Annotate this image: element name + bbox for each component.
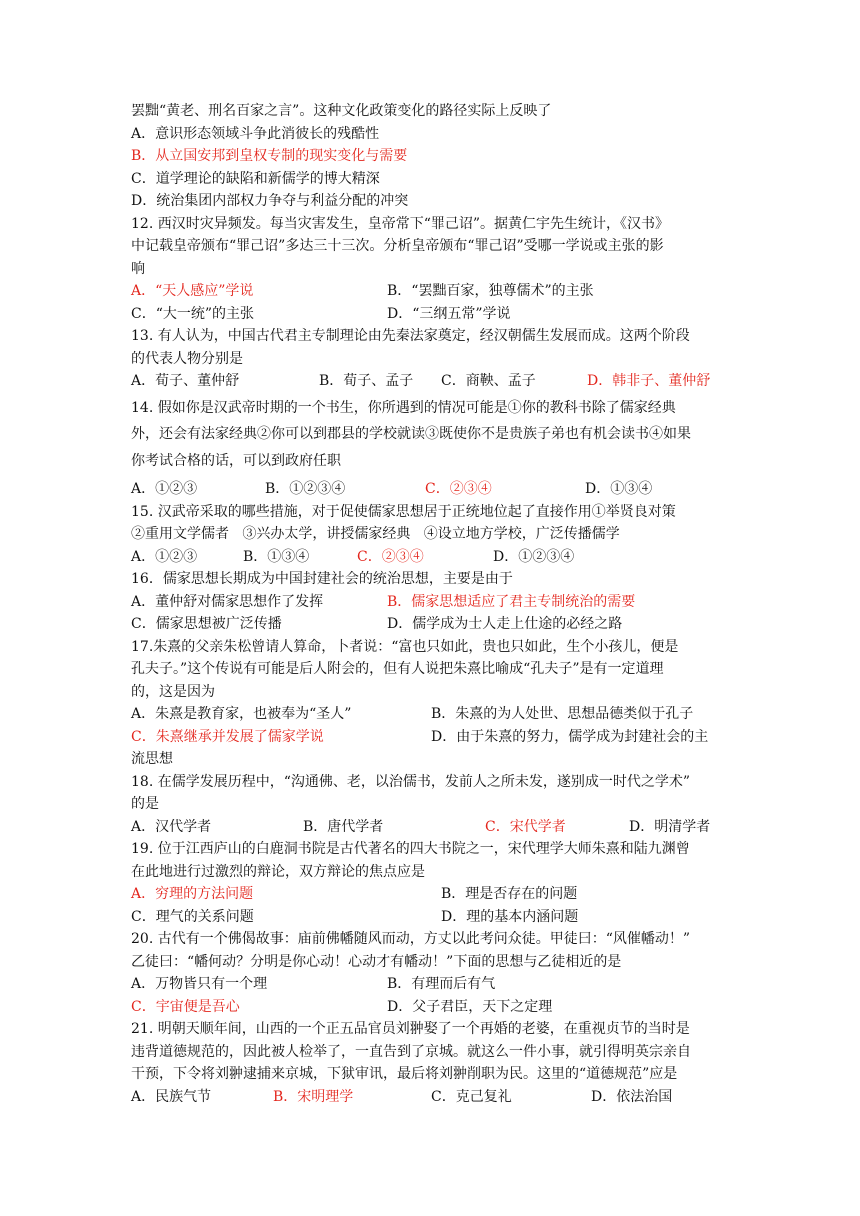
q14-option-b: B．①②③④ — [265, 481, 346, 497]
q13-stem-line1: 13. 有人认为，中国古代君主专制理论由先秦法家奠定，经汉朝儒生发展而成。这两个阶段 — [131, 328, 690, 344]
q19-option-d: D．理的基本内涵问题 — [441, 908, 579, 925]
q12-stem-line2: 中记载皇帝颁布“罪己诏”多达三十三次。分析皇帝颁布“罪己诏”受哪一学说或主张的影 — [131, 238, 664, 254]
q17-option-b: B．朱熹的为人处世、思想品德类似于孔子 — [431, 706, 694, 722]
q21-options-row — [131, 1086, 731, 1109]
q20-option-d: D．父子君臣，天下之定理 — [387, 998, 553, 1015]
q14-stem-line2: 外，还会有法家经典②你可以到郡县的学校就读③既使你不是贵族子弟也有机会读书④如果 — [131, 426, 691, 442]
q15-stem-line1: 15. 汉武帝采取的哪些措施，对于促使儒家思想居于正统地位起了直接作用①举贤良对策 — [131, 503, 676, 520]
q13-option-d-answer: D．韩非子、董仲舒 — [587, 373, 711, 389]
q12-options-row2 — [131, 303, 731, 326]
q13-option-a: A．荀子、董仲舒 — [131, 373, 240, 389]
q18-option-c-answer: C．宋代学者 — [485, 818, 566, 835]
q18-options-row — [131, 816, 731, 839]
q12-option-b: B．“罢黜百家，独尊儒术”的主张 — [387, 283, 594, 299]
q16-options-row1 — [131, 591, 731, 614]
q15-stem-line2: ②重用文学儒者 ③兴办太学，讲授儒家经典 ④设立地方学校，广泛传播儒学 — [131, 526, 620, 542]
q17-stem-line3: 的，这是因为 — [131, 683, 215, 700]
q19-stem-line1: 19. 位于江西庐山的白鹿洞书院是古代著名的四大书院之一，宋代理学大师朱熹和陆九渊曾 — [131, 841, 690, 857]
q13-option-c: C．商鞅、孟子 — [441, 373, 536, 389]
q19-option-c: C．理气的关系问题 — [131, 908, 254, 925]
q15-option-a: A．①②③ — [131, 548, 198, 565]
q17-stem-line1: 17.朱熹的父亲朱松曾请人算命，卜者说：“富也只如此，贵也只如此，生个小孩儿，便是 — [131, 638, 679, 655]
q16-options-row2 — [131, 613, 731, 636]
q19-options-row1 — [131, 883, 731, 906]
q14-option-c-answer: C．②③④ — [425, 481, 492, 497]
q17-options-row1 — [131, 703, 731, 726]
q18-option-a: A．汉代学者 — [131, 818, 212, 835]
q21-stem-line3: 干预，下令将刘翀逮捕来京城，下狱审讯，最后将刘翀削职为民。这里的“道德规范”应是 — [131, 1066, 678, 1082]
exam-page — [131, 100, 731, 1108]
q12-option-c: C．“大一统”的主张 — [131, 305, 255, 322]
q12-options-row1 — [131, 280, 731, 303]
q17-option-d-line1: D．由于朱熹的努力，儒学成为封建社会的主 — [431, 728, 709, 745]
q18-option-b: B．唐代学者 — [303, 818, 384, 835]
q16-stem: 16．儒家思想长期成为中国封建社会的统治思想，主要是由于 — [131, 571, 513, 587]
q16-option-c: C．儒家思想被广泛传播 — [131, 616, 282, 632]
q20-stem-line1: 20. 古代有一个佛偈故事：庙前佛幡随风而动，方丈以此考问众徒。甲徒曰：“风催幡动！” — [131, 931, 691, 947]
q15-options-row — [131, 546, 731, 569]
q15-option-d: D．①②③④ — [493, 548, 575, 565]
q17-stem-line2: 孔夫子。”这个传说有可能是后人附会的，但有人说把朱熹比喻成“孔夫子”是有一定道理 — [131, 661, 664, 677]
q21-stem-line2: 违背道德规范的，因此被人检举了，一直告到了京城。就这么一件小事，就引得明英宗亲自 — [131, 1043, 691, 1060]
q18-stem-line2: 的是 — [131, 796, 159, 812]
q12-option-d: D．“三纲五常”学说 — [387, 305, 511, 322]
q20-option-b: B．有理而后有气 — [387, 976, 496, 992]
q14-option-a: A．①②③ — [131, 481, 198, 497]
q12-stem-line1: 12. 西汉时灾异频发。每当灾害发生，皇帝常下“罪己诏”。据黄仁宇先生统计，《汉书》 — [131, 215, 670, 232]
q21-stem-line1: 21. 明朝天顺年间，山西的一个正五品官员刘翀娶了一个再婚的老婆，在重视贞节的当时是 — [131, 1021, 690, 1037]
q11-stem-tail: 罢黜“黄老、刑名百家之言”。这种文化政策变化的路径实际上反映了 — [131, 103, 552, 119]
q17-option-a: A．朱熹是教育家，也被奉为“圣人” — [131, 706, 352, 722]
q13-options-row — [131, 370, 731, 393]
q20-option-a: A．万物皆只有一个理 — [131, 976, 268, 992]
q21-option-d: D．依法治国 — [591, 1088, 673, 1105]
q19-option-a-answer: A．穷理的方法问题 — [131, 886, 254, 902]
q14-option-d: D．①③④ — [585, 481, 653, 497]
q20-stem-line2: 乙徒曰：“幡何动？分明是你心动！心动才有幡动！”下面的思想与乙徒相近的是 — [131, 953, 622, 970]
q15-option-b: B．①③④ — [243, 548, 310, 565]
q11-option-a: A．意识形态领域斗争此消彼长的残酷性 — [131, 125, 380, 142]
q21-option-b-answer: B．宋明理学 — [273, 1088, 354, 1105]
q16-option-d: D．儒学成为士人走上仕途的必经之路 — [387, 616, 623, 632]
q14-stem-line1: 14. 假如你是汉武帝时期的一个书生，你所遇到的情况可能是①你的教科书除了儒家经典 — [131, 399, 676, 416]
q11-option-b-answer: B．从立国安邦到皇权专制的现实变化与需要 — [131, 148, 408, 164]
q19-option-b: B．理是否存在的问题 — [441, 886, 578, 902]
q13-stem-line2: 的代表人物分别是 — [131, 350, 243, 367]
q12-option-a-answer: A．“天人感应”学说 — [131, 283, 254, 299]
q21-option-a: A．民族气节 — [131, 1088, 212, 1105]
q15-option-c-answer: C．②③④ — [357, 548, 424, 565]
q16-option-b-answer: B．儒家思想适应了君主专制统治的需要 — [387, 593, 636, 610]
q17-options-row2 — [131, 726, 731, 749]
q17-option-c-answer: C．朱熹继承并发展了儒家学说 — [131, 728, 324, 745]
q11-option-c: C．道学理论的缺陷和新儒学的博大精深 — [131, 170, 380, 187]
q20-options-row1 — [131, 973, 731, 996]
q18-option-d: D．明清学者 — [629, 818, 711, 835]
q13-option-b: B．荀子、孟子 — [319, 373, 414, 389]
q14-options-row — [131, 478, 731, 501]
q16-option-a: A．董仲舒对儒家思想作了发挥 — [131, 593, 324, 610]
q21-option-c: C．克己复礼 — [431, 1088, 512, 1105]
q12-stem-line3: 响 — [131, 260, 145, 277]
q14-stem-line3: 你考试合格的话，可以到政府任职 — [131, 452, 341, 469]
q11-option-d: D．统治集团内部权力争夺与利益分配的冲突 — [131, 193, 409, 209]
q19-stem-line2: 在此地进行过激烈的辩论，双方辩论的焦点应是 — [131, 863, 425, 880]
q17-option-d-line2: 流思想 — [131, 751, 173, 767]
q19-options-row2 — [131, 906, 731, 929]
q18-stem-line1: 18. 在儒学发展历程中，“沟通佛、老，以治儒书，发前人之所未发，遂别成一时代之学术” — [131, 773, 691, 790]
q20-option-c-answer: C．宇宙便是吾心 — [131, 998, 240, 1015]
q20-options-row2 — [131, 996, 731, 1019]
